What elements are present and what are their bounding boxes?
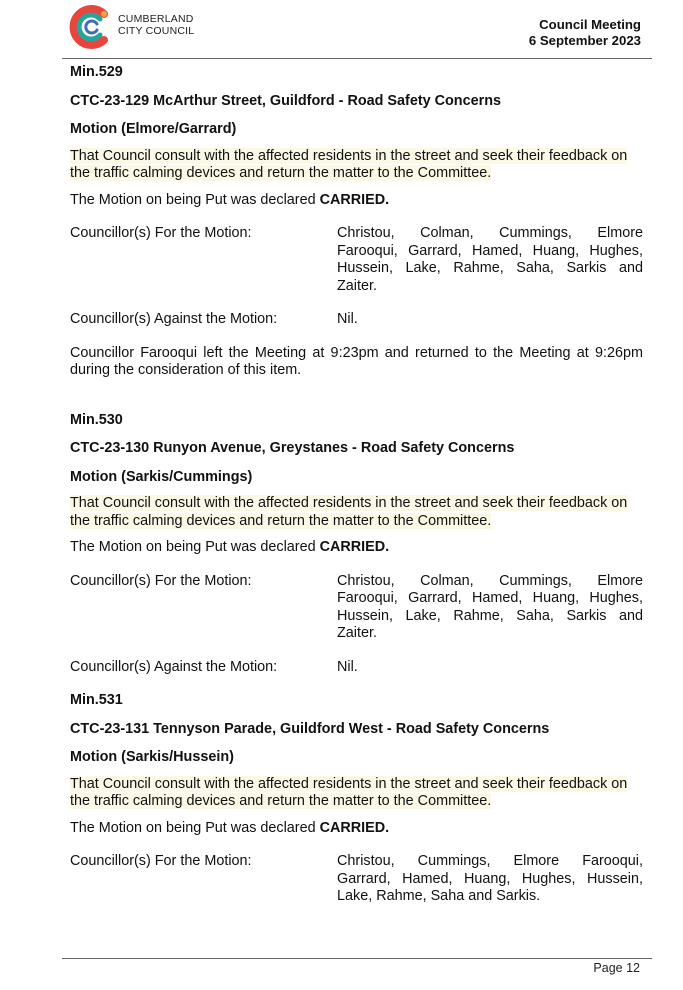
motion-text: That Council consult with the affected residents in the street and seek their feedback on the traffic calming devices and return the matter to the Committee. bbox=[70, 147, 628, 181]
minute-531 bbox=[70, 692, 643, 906]
vote-for-row bbox=[70, 225, 643, 295]
footer-divider bbox=[62, 958, 652, 959]
item-note: Councillor Farooqui left the Meeting at 9:23pm and returned to the Meeting at 9:26pm during the consideration of this item. bbox=[70, 344, 643, 378]
vote-for-label: Councillor(s) For the Motion: bbox=[70, 225, 252, 241]
vote-against-row bbox=[70, 311, 643, 329]
minutes-content bbox=[70, 62, 643, 906]
vote-against-label: Councillor(s) Against the Motion: bbox=[70, 311, 278, 327]
meeting-info bbox=[529, 17, 641, 49]
org-name-line2: CITY COUNCIL bbox=[118, 25, 195, 37]
minute-529 bbox=[70, 64, 643, 380]
minute-number: Min.529 bbox=[70, 64, 123, 80]
result-status: CARRIED. bbox=[319, 539, 390, 555]
vote-for-row bbox=[70, 573, 643, 643]
page-number: Page 12 bbox=[593, 961, 640, 975]
motion-text: That Council consult with the affected residents in the street and seek their feedback on the traffic calming devices and return the matter to the Committee. bbox=[70, 495, 628, 529]
vote-for-label: Councillor(s) For the Motion: bbox=[70, 853, 252, 869]
vote-against-names: Nil. bbox=[337, 658, 358, 675]
vote-for-row bbox=[70, 853, 643, 906]
motion-result bbox=[70, 539, 643, 557]
vote-for-names: Christou, Colman, Cummings, Elmore Farooqui, Garrard, Hamed, Huang, Hughes, Hussein, Lake, Rahme, Saha, Sarkis and Zaiter. bbox=[337, 572, 643, 641]
motion-result bbox=[70, 192, 643, 210]
motion-movers: Motion (Elmore/Garrard) bbox=[70, 121, 237, 137]
item-title: CTC-23-129 McArthur Street, Guildford - Road Safety Concerns bbox=[70, 92, 501, 109]
vote-for-names: Christou, Colman, Cummings, Elmore Farooqui, Garrard, Hamed, Huang, Hughes, Hussein, Lake, Rahme, Saha, Sarkis and Zaiter. bbox=[337, 225, 643, 294]
vote-against-label: Councillor(s) Against the Motion: bbox=[70, 658, 278, 675]
result-prefix: The Motion on being Put was declared bbox=[70, 819, 316, 836]
motion-result bbox=[70, 820, 643, 838]
motion-text: That Council consult with the affected residents in the street and seek their feedback on the traffic calming devices and return the matter to the Committee. bbox=[70, 775, 628, 809]
motion-movers: Motion (Sarkis/Cummings) bbox=[70, 468, 253, 485]
result-prefix: The Motion on being Put was declared bbox=[70, 539, 316, 555]
org-name bbox=[118, 13, 194, 37]
vote-against-names: Nil. bbox=[337, 311, 358, 327]
page-header bbox=[0, 0, 683, 62]
header-divider bbox=[62, 58, 652, 59]
vote-for-names: Christou, Cummings, Elmore Farooqui, Garrard, Hamed, Huang, Hughes, Hussein, Lake, Rahme, Saha and Sarkis. bbox=[337, 853, 643, 904]
meeting-title: Council Meeting bbox=[539, 17, 641, 32]
result-status: CARRIED. bbox=[319, 819, 390, 836]
minute-number: Min.530 bbox=[70, 411, 123, 428]
meeting-date: 6 September 2023 bbox=[528, 33, 641, 48]
org-name-line1: CUMBERLAND bbox=[118, 13, 194, 25]
item-title: CTC-23-130 Runyon Avenue, Greystanes - Road Safety Concerns bbox=[70, 440, 515, 456]
motion-movers: Motion (Sarkis/Hussein) bbox=[70, 749, 234, 765]
vote-for-label: Councillor(s) For the Motion: bbox=[70, 572, 252, 589]
result-status: CARRIED. bbox=[319, 191, 390, 208]
minute-530 bbox=[70, 412, 643, 677]
cumberland-logo-icon bbox=[64, 2, 114, 52]
vote-against-row bbox=[70, 659, 643, 677]
minute-number: Min.531 bbox=[70, 692, 123, 708]
result-prefix: The Motion on being Put was declared bbox=[70, 191, 316, 208]
item-title: CTC-23-131 Tennyson Parade, Guildford West - Road Safety Concerns bbox=[70, 720, 550, 737]
